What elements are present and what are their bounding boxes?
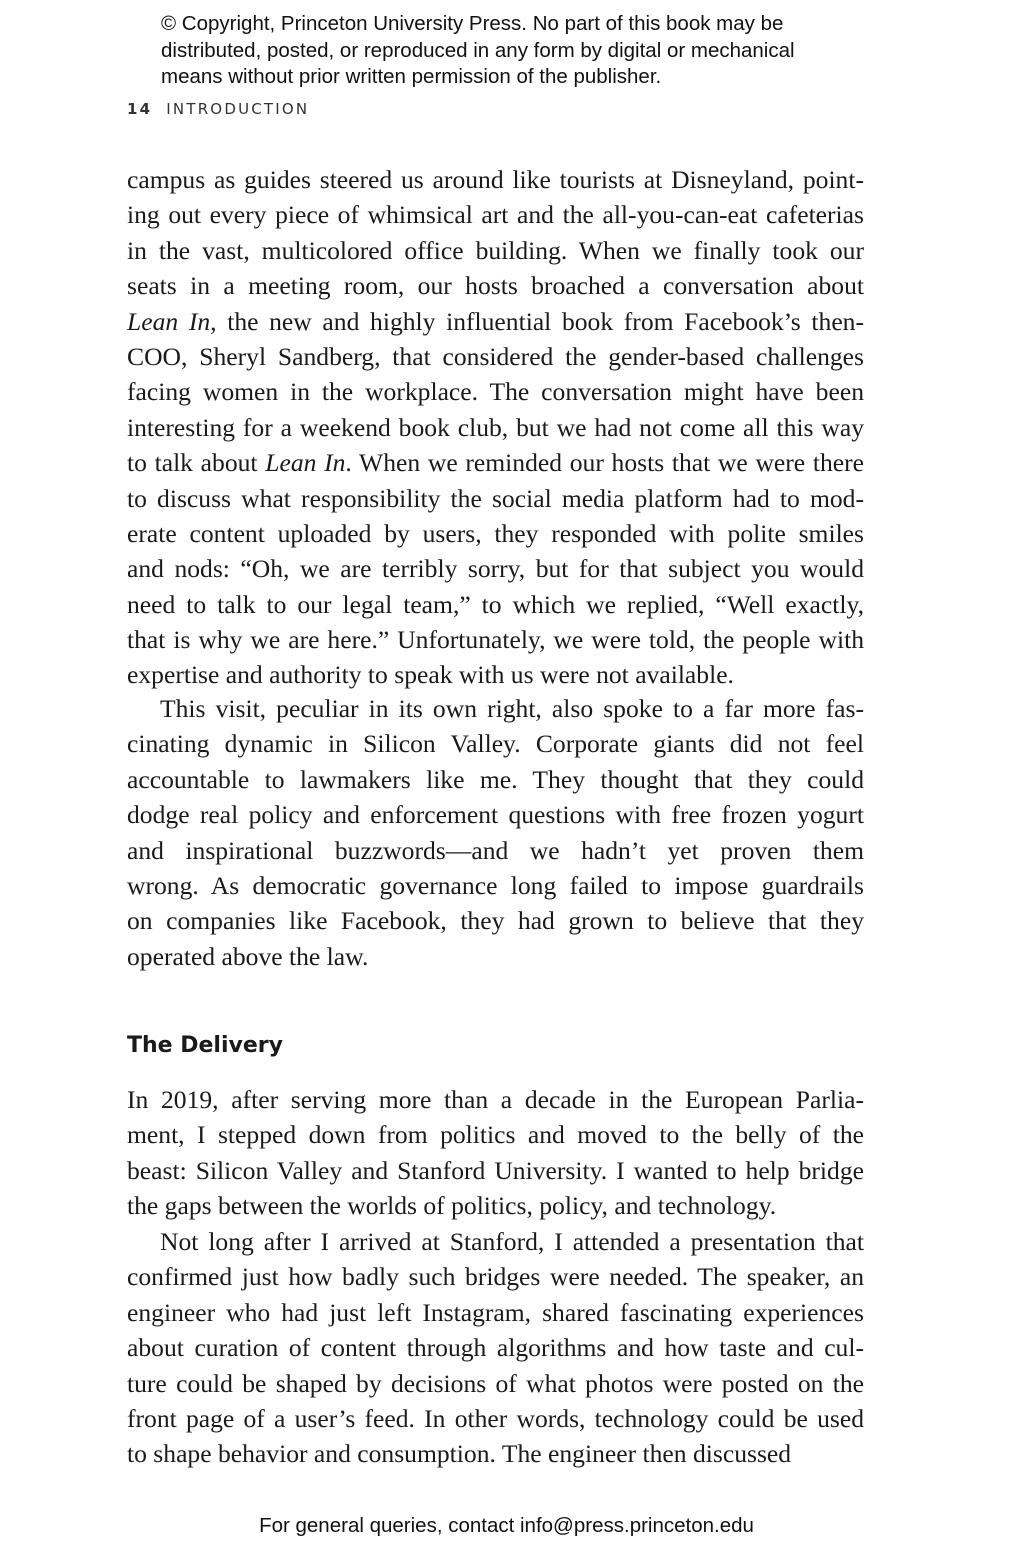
text-line [127, 1188, 864, 1223]
copyright-line: © Copyright, Princeton University Press. No part of this book may be [161, 12, 784, 35]
text-line [127, 691, 864, 726]
text-line [127, 339, 864, 374]
text-line [127, 162, 864, 197]
page-number: 14 [127, 100, 153, 118]
text-segment: This visit, peculiar in its own right, also spoke to a far more fas- [160, 694, 864, 723]
text-line [127, 939, 864, 974]
text-segment: interesting for a weekend book club, but we had not come all this way [127, 412, 864, 442]
text-segment: operated above the law. [127, 941, 369, 971]
text-segment: about curation of content through algorithms and how taste and cul- [127, 1333, 864, 1363]
text-segment: expertise and authority to speak with us were not available. [127, 660, 734, 690]
text-line [127, 197, 864, 232]
text-line [127, 657, 864, 692]
text-line [127, 726, 864, 761]
text-line [127, 622, 864, 657]
text-segment: wrong. As democratic governance long failed to impose guardrails [127, 870, 864, 900]
text-segment: dodge real policy and enforcement questions with free frozen yogurt [127, 800, 864, 830]
text-line [127, 1117, 864, 1152]
text-segment: confirmed just how badly such bridges were needed. The speaker, an [127, 1262, 864, 1292]
italic-title: Lean In [265, 448, 346, 478]
text-segment: ing out every piece of whimsical art and the all-you-can-eat cafeterias [127, 200, 864, 230]
copyright-line: distributed, posted, or reproduced in any form by digital or mechanical [161, 38, 795, 62]
text-segment: ture could be shaped by decisions of what photos were posted on the [127, 1368, 864, 1398]
text-segment: accountable to lawmakers like me. They thought that they could [127, 764, 864, 794]
text-line [127, 374, 864, 409]
text-segment: engineer who had just left Instagram, shared fascinating experiences [127, 1297, 864, 1327]
text-line [127, 833, 864, 868]
text-line [127, 1153, 864, 1188]
text-segment: the new and highly influential book from Facebook’s then- [216, 306, 864, 336]
text-line [127, 233, 864, 268]
section-heading: The Delivery [127, 1033, 283, 1058]
text-segment: ment, I stepped down from politics and moved to the belly of the [127, 1120, 864, 1150]
text-segment: erate content uploaded by users, they responded with polite smiles [127, 518, 864, 548]
paragraph [127, 1224, 864, 1472]
text-segment: campus as guides steered us around like tourists at Disneyland, point- [127, 165, 864, 194]
text-segment: COO, Sheryl Sandberg, that considered the gender-based challenges [127, 341, 864, 371]
text-segment: front page of a user’s feed. In other words, technology could be used [127, 1403, 864, 1433]
text-line [127, 481, 864, 516]
text-line [127, 1082, 864, 1117]
text-segment: . When we reminded our hosts that we were there [345, 448, 865, 478]
text-line [127, 1295, 864, 1330]
footer-contact: For general queries, contact info@press.princeton.edu [259, 1514, 754, 1537]
running-head [127, 100, 309, 118]
text-segment: seats in a meeting room, our hosts broached a conversation about [127, 271, 864, 301]
text-segment: on companies like Facebook, they had grown to believe that they [127, 906, 864, 936]
text-segment: the gaps between the worlds of politics, policy, and technology. [127, 1191, 777, 1221]
text-segment: in the vast, multicolored office building. When we finally took our [127, 235, 864, 265]
text-segment: Not long after I arrived at Stanford, I attended a presentation that [160, 1227, 864, 1256]
copyright-notice [161, 11, 881, 91]
paragraph [127, 1082, 864, 1224]
text-line [127, 797, 864, 832]
text-line [127, 1401, 864, 1436]
text-line [127, 868, 864, 903]
text-segment: In 2019, after serving more than a decade in the European Parlia- [127, 1085, 864, 1114]
text-line [127, 1330, 864, 1365]
text-line [127, 304, 864, 339]
text-line [127, 445, 864, 480]
text-segment: to discuss what responsibility the social media platform had to mod- [127, 483, 864, 513]
running-head-section: INTRODUCTION [166, 100, 310, 118]
text-segment: and inspirational buzzwords—and we hadn’t yet proven them [127, 835, 864, 865]
text-segment: facing women in the workplace. The conversation might have been [127, 377, 864, 407]
text-line [127, 762, 864, 797]
text-line [127, 516, 864, 551]
text-segment: that is why we are here.” Unfortunately, we were told, the people with [127, 625, 864, 655]
copyright-line: means without prior written permission of the publisher. [161, 65, 662, 88]
text-segment: to shape behavior and consumption. The engineer then discussed [127, 1439, 792, 1469]
text-line [127, 551, 864, 586]
text-line [127, 1366, 864, 1401]
text-segment: need to talk to our legal team,” to which we replied, “Well exactly, [127, 589, 864, 619]
text-segment: to talk about [127, 448, 266, 478]
text-line [127, 1259, 864, 1294]
paragraph [127, 691, 864, 974]
text-line [127, 587, 864, 622]
text-line [127, 1436, 864, 1471]
text-line [127, 268, 864, 303]
paragraph [127, 162, 864, 693]
text-segment: beast: Silicon Valley and Stanford University. I wanted to help bridge [127, 1155, 864, 1185]
italic-title: Lean In, [127, 306, 217, 336]
text-line [127, 410, 864, 445]
text-segment: cinating dynamic in Silicon Valley. Corporate giants did not feel [127, 729, 864, 759]
text-line [127, 903, 864, 938]
text-segment: and nods: “Oh, we are terribly sorry, but for that subject you would [127, 554, 864, 584]
text-line [127, 1224, 864, 1259]
